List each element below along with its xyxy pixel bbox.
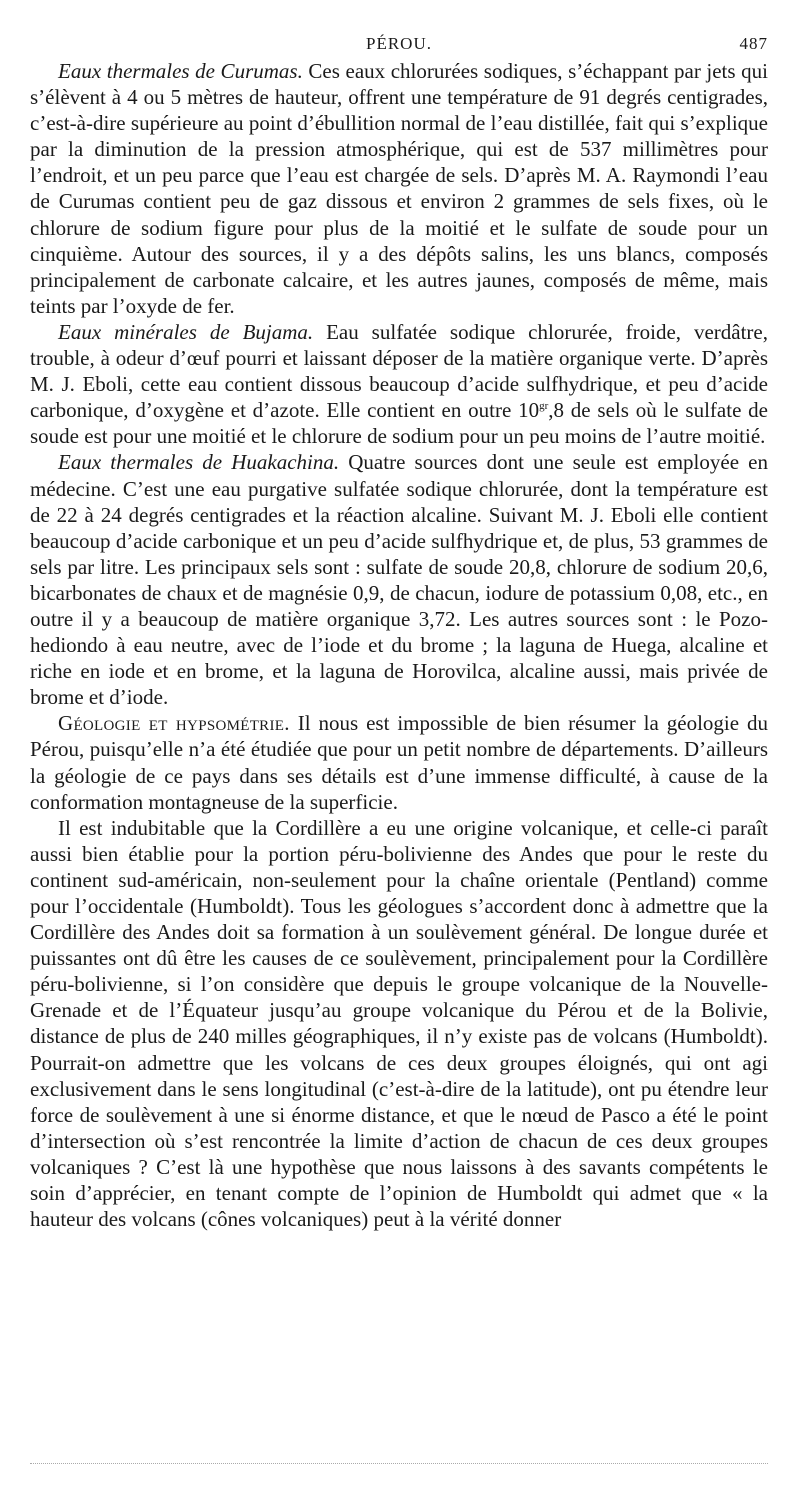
paragraph-text-curumas: Ces eaux chlorurées sodiques, s’échappant par jets qui s’élèvent à 4 ou 5 mètres de hauteur, offrent une température de 91 degrés centigrades, c’est-à-dire supérieure au point d’ébullition normal de l’eau distillée, fait qui s’explique par la diminution de la pression atmosphérique, qui est de 537 millimètres pour l’endroit, et un peu parce que l’eau est chargée de sels. D’après M. A. Raymondi l’eau de Curumas contient peu de gaz dissous et environ 2 grammes de sels fixes, où le chlorure de sodium figure pour plus de la moitié et le sulfate de soude pour un cinquième. Autour des sources, il y a des dépôts salins, les uns blancs, composés principalement de carbonate calcaire, et les autres jaunes, composés de même, mais teints par l’oxyde de fer. [30, 59, 768, 318]
paragraph-text-bujama: Eau sulfatée sodique chlorurée, froide, verdâtre, trouble, à odeur d’œuf pourri et laissant déposer de la matière organique verte. D’après M. J. Eboli, cette eau contient dissous beaucoup d’acide sulfhydrique, et peu d’acide carbonique, d’oxygène et d’azote. Elle contient en outre 10 [30, 319, 768, 423]
paragraph-heading-huakachina: Eaux thermales de Huakachina. [58, 450, 340, 475]
page-number: 487 [739, 34, 768, 53]
paragraph-text-geologie: Il nous est impossible de bien résumer la géologie du Pérou, puisqu’elle n’a été étudiée que pour un petit nombre de départements. D’ailleurs la géologie de ce pays dans ses détails est d’une immense difficulté, à cause de la conformation montagneuse de la superficie. [30, 711, 768, 814]
paragraph-text-cordillere: Il est indubitable que la Cordillère a eu une origine volcanique, et celle-ci paraît aussi bien établie pour la portion péru-bolivienne des Andes que pour le reste du continent sud-américain, non-seulement pour la chaîne orientale (Pentland) comme pour l’occidentale (Humboldt). Tous les géologues s’accordent donc à admettre que la Cordillère des Andes doit sa formation à un soulèvement général. De longue durée et puissantes ont dû être les causes de ce soulèvement, principalement pour la Cordillère péru-bolivienne, si l’on considère que depuis le groupe volcanique de la Nouvelle-Grenade et de l’Équateur jusqu’au groupe volcanique du Pérou et de la Bolivie, distance de plus de 240 milles géographiques, il n’y existe pas de volcans (Humboldt). Pourrait-on admettre que les volcans de ces deux groupes éloignés, qui ont agi exclusivement dans le sens longitudinal (c’est-à-dire de la latitude), ont pu étendre leur force de soulèvement à une si énorme distance, et que le nœud de Pasco a été le point d’intersection où s’est rencontrée la limite d’action de chacun de ces deux groupes volcaniques ? C’est là une hypothèse que nous laissons à des savants compétents le soin d’apprécier, en tenant compte de l’opinion de Humboldt qui admet que « la hauteur des volcans (cônes volcaniques) peut à la vérité donner [30, 815, 768, 1232]
paragraph-cordillere [30, 815, 768, 1233]
running-header [30, 22, 768, 58]
paragraph-heading-curumas: Eaux thermales de Curumas. [58, 59, 303, 83]
paragraph-geologie [30, 710, 768, 814]
paragraph-bujama [30, 319, 768, 449]
paragraph-huakachina [30, 449, 768, 710]
paragraph-curumas [30, 58, 768, 319]
running-title: PÉROU. [366, 34, 432, 53]
unit-superscript: gr [539, 400, 549, 413]
paragraph-text-huakachina: Quatre sources dont une seule est employée en médecine. C’est une eau purgative sulfatée sodique chlorurée, dont la température est de 22 à 24 degrés centigrades et la réaction alcaline. Suivant M. J. Eboli elle contient beaucoup d’acide carbonique et un peu d’acide sulfhydrique et, de plus, 53 grammes de sels par litre. Les principaux sels sont : sulfate de soude 20,8, chlorure de sodium 20,6, bicarbonates de chaux et de magnésie 0,9, de chacun, iodure de potassium 0,08, etc., en outre il y a beaucoup de matière organique 3,72. Les autres sources sont : le Pozo-hediondo à eau neutre, avec de l’iode et du brome ; la laguna de Huega, alcaline et riche en iode et en brome, et la laguna de Horovilca, alcaline aussi, mais privée de brome et d’iode. [30, 450, 768, 710]
section-heading-geologie: Géologie et hypsométrie. [58, 711, 290, 736]
paragraph-text-bujama-end: ,8 de sels où le sulfate de soude est pour une moitié et le chlorure de sodium pour un peu moins de l’autre moitié. [30, 398, 768, 449]
paragraph-heading-bujama: Eaux minérales de Bujama. [58, 319, 314, 344]
bottom-rule [30, 1463, 768, 1464]
book-page [30, 22, 768, 1232]
